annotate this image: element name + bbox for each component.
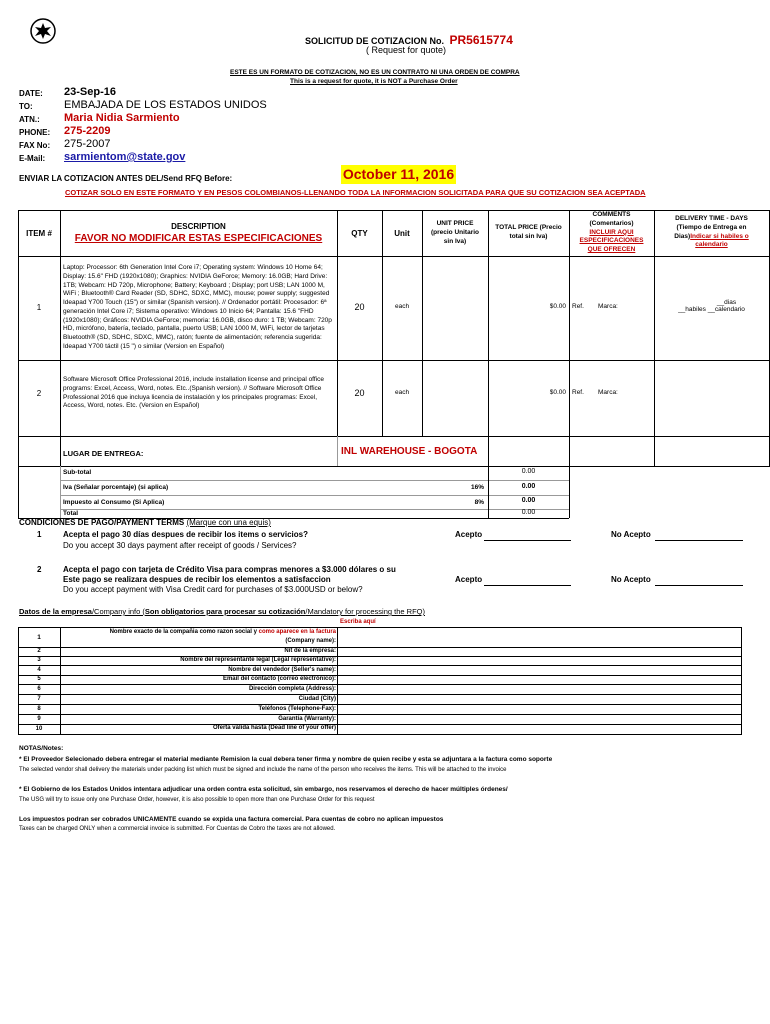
- payment2-question-es: Acepta el pago con tarjeta de Crédito Visa para compras menores a $3.000 dólares o su: [63, 565, 396, 574]
- total-label: Total: [63, 510, 79, 517]
- note1-spanish: * El Proveedor Selecionado debera entregar el material mediante Remision la cual debera tener firma y nombre de quien recibe y esta se adjuntara a la factura como soporte: [19, 756, 553, 763]
- header-total-price-line2: total sin Iva): [509, 232, 548, 240]
- iva-value: 0.00: [521, 483, 536, 490]
- to-label: TO:: [19, 102, 33, 111]
- note2-english: The USG will try to issue only one Purchase Order, however, it is also possible to open more than one Purchase Order for this request: [19, 797, 375, 803]
- payment2-accept-label: Acepto: [455, 575, 483, 584]
- header-unit-price-line3: sin Iva): [443, 237, 467, 245]
- payment1-question-es: Acepta el pago 30 días despues de recibir los items o servicios?: [63, 530, 308, 539]
- company-row-9-num: 9: [37, 716, 41, 722]
- header-comments: [569, 211, 654, 255]
- payment1-reject-label: No Acepto: [611, 530, 651, 539]
- fax-value: 275-2007: [64, 138, 111, 150]
- payment2-question-es2: Este pago se realizara despues de recibir los elementos a satisfaccion: [63, 575, 331, 584]
- rfq-title-prefix: SOLICITUD DE COTIZACION No.: [305, 36, 444, 46]
- date-value: 23-Sep-16: [64, 86, 116, 98]
- header-total-price-line1: TOTAL PRICE (Precio: [495, 224, 562, 231]
- header-delivery-line3: Dias): [674, 232, 691, 240]
- payment1-reject-line[interactable]: [655, 540, 743, 541]
- company-row-1-label-red: como aparece en la factura: [258, 629, 336, 635]
- payment1-accept-line[interactable]: [484, 540, 571, 541]
- company-title-d: /Mandatory for processing the RFQ): [305, 607, 425, 616]
- header-unit: Unit: [394, 229, 410, 238]
- company-row-1-label-a: Nombre exacto de la compañia como razon social y: [109, 629, 259, 635]
- consumo-label: Impuesto al Consumo (Si Aplica): [63, 499, 165, 506]
- company-row-7-label: Ciudad (City): [298, 696, 336, 702]
- row1-unit: each: [395, 303, 410, 310]
- note2-spanish: * El Gobierno de los Estados Unidos intentara adjudicar una orden contra esta solicitud, sin embargo, nos reservamos el derecho de hacer múltiples órdenes/: [19, 786, 508, 793]
- company-row-6-num: 6: [37, 686, 41, 692]
- company-row-9-label: Garantía (Warranty):: [278, 716, 336, 722]
- to-value: EMBAJADA DE LOS ESTADOS UNIDOS: [64, 99, 267, 111]
- payment-terms-note: (Marque con una equis): [186, 518, 271, 527]
- company-row-10-num: 10: [35, 726, 43, 732]
- company-row-6-label: Dirección completa (Address):: [248, 686, 336, 692]
- quote-instruction: COTIZAR SOLO EN ESTE FORMATO Y EN PESOS COLOMBIANOS-LLENANDO TODA LA INFORMACION SOLICITADA PARA QUE SU COTIZACION SEA ACEPTADA: [65, 188, 646, 197]
- company-title-b: /Company info (: [91, 607, 145, 616]
- header-item: ITEM #: [26, 229, 52, 238]
- company-title-a: Datos de la empresa: [19, 607, 92, 616]
- company-title-c: Son obligatorios para procesar su cotización: [144, 607, 306, 616]
- consumo-percentage[interactable]: 8%: [474, 499, 484, 506]
- write-here-label: Escriba aquí: [340, 619, 376, 625]
- company-row-10-label: Oferta válida hasta (Dead line of your offer): [212, 725, 336, 731]
- notice-spanish: ESTE ES UN FORMATO DE COTIZACION, NO ES UN CONTRATO NI UNA ORDEN DE COMPRA: [230, 69, 520, 76]
- company-row-5-num: 5: [37, 676, 41, 682]
- header-delivery-line1: DELIVERY TIME - DAYS: [675, 215, 748, 222]
- attn-value: Maria Nidia Sarmiento: [64, 112, 180, 124]
- row2-description: Software Microsoft Office Professional 2016, include installation license and principal office programs: Excel, Access, Word, notes. Etc..(Spanish version). // Software Microsoft Office Professional 2016 que incluya licencia de instalación y los principales programas: Excel, Access, Word, notes. Etc. (Version en Español): [63, 376, 324, 410]
- company-row-1-input[interactable]: [338, 628, 740, 646]
- deadline-date: October 11, 2016: [342, 166, 455, 182]
- delivery-place-value: INL WAREHOUSE - BOGOTA: [341, 446, 478, 457]
- header-comments-line1: COMMENTS: [592, 211, 631, 218]
- company-row-8-label: Teléfonos (Telephone-Fax):: [258, 706, 336, 712]
- header-delivery-time: [654, 215, 769, 250]
- company-row-8-num: 8: [37, 706, 41, 712]
- payment1-number: 1: [37, 530, 42, 539]
- header-comments-line2: (Comentarios): [589, 219, 634, 227]
- company-row-1-label: [62, 628, 336, 646]
- header-delivery-line2: (Tiempo de Entrega en: [676, 223, 747, 231]
- header-delivery-line4: Indicar si habiles o: [690, 232, 749, 240]
- phone-value: 275-2209: [64, 125, 111, 137]
- header-qty: QTY: [351, 229, 368, 238]
- row2-item: 2: [36, 389, 42, 398]
- row1-ref[interactable]: Ref.: [572, 303, 584, 310]
- company-row-3-num: 3: [37, 657, 41, 663]
- header-unit-price-line2: (precio Unitario: [430, 228, 480, 236]
- company-row-2-num: 2: [37, 648, 41, 654]
- subtotal-label: Sub-total: [63, 469, 92, 476]
- row2-marca[interactable]: Marca:: [598, 389, 618, 396]
- phone-label: PHONE:: [19, 128, 51, 137]
- row2-unit: each: [395, 389, 410, 396]
- rfq-subtitle: ( Request for quote): [366, 45, 447, 55]
- payment2-accept-line[interactable]: [484, 585, 571, 586]
- header-comments-line4: ESPECIFICACIONES: [579, 237, 644, 245]
- payment-terms-title: [19, 518, 271, 527]
- row1-qty: 20: [354, 302, 365, 312]
- row2-qty: 20: [354, 388, 365, 398]
- header-comments-line5: QUE OFRECEN: [587, 246, 636, 254]
- payment1-question-en: Do you accept 30 days payment after receipt of goods / Services?: [63, 541, 297, 550]
- subtotal-value: 0.00: [521, 468, 536, 475]
- payment1-accept-label: Acepto: [455, 530, 483, 539]
- company-info-title: [19, 607, 425, 616]
- row2-total: $0.00: [549, 389, 566, 396]
- payment2-number: 2: [37, 565, 42, 574]
- company-row-1-num: 1: [37, 634, 41, 641]
- payment2-reject-line[interactable]: [655, 585, 743, 586]
- header-unit-price: [422, 220, 488, 246]
- attn-label: ATN.:: [19, 115, 40, 124]
- date-label: DATE:: [19, 89, 43, 98]
- delivery-place-label: LUGAR DE ENTREGA:: [63, 449, 144, 458]
- row1-description: Laptop: Processor: 6th Generation Intel Core i7; Operating system: Windows 10 Home 64; Display: 15.6" FHD (1920x1080); Graphics: NVIDIA GeForce; Memory: 16.0GB; Hard Drive: 1TB; Webcam: HD 720p, Microphone; Battery; Keyboard ; Display; port USB; LAN 1000 M, WiFi ; Bluetooth® Card Reader (SD, SDHC, SDXC, MMC), mouse; power supply; suggested Ideapad Y700 Touch (15") or similar (Spanish version). // Ordenador portátil: Procesador: 6ª generación Intel Core i7; Sistema operativo: Windows 10 Inicio 64; Pantalla: 15.6 "FHD (1920x1080); Gráficos: NVIDIA GeForce; memoria: 16.0GB, disco duro: 1 TB; Webcam: 720p HD, micrófono, batería, teclado, pantalla, puerto USB; LAN 1000 M, WiFi, lector de tarjetas Bluetooth® (SD, SDHC, SDXC, MMC), ratón; fuente de alimentación; referencia sugerida: Ideapad Y700 táctil (15 ") o similar (Version en Español): [63, 264, 332, 350]
- row1-total: $0.00: [549, 303, 566, 310]
- total-value: 0.00: [521, 509, 536, 516]
- note3-spanish: Los impuestos podran ser cobrados UNICAMENTE cuando se expida una factura comercial. Para cuentas de cobro no aplican impuestos: [19, 816, 444, 823]
- row1-delivery[interactable]: [654, 299, 769, 313]
- iva-label: Iva (Señalar porcentaje) (si aplica): [63, 484, 169, 491]
- company-row-4-label: Nombre del vendedor (Seller's name):: [228, 667, 336, 673]
- email-label: E-Mail:: [19, 154, 46, 163]
- consumo-value: 0.00: [521, 497, 536, 504]
- note1-english: The selected vendor shall delivery the materials under packing list which must be signed and include the name of the person who receives the items. This will be attached to the invoice: [19, 767, 507, 773]
- company-row-4-num: 4: [37, 667, 41, 673]
- row2-ref[interactable]: Ref.: [572, 389, 584, 396]
- notes-title: NOTAS/Notes:: [19, 745, 64, 752]
- row1-delivery-days[interactable]: __dias: [716, 299, 737, 306]
- company-row-1-label-b: (Company name):: [285, 638, 336, 644]
- header-description: DESCRIPTION: [171, 222, 226, 231]
- row1-marca[interactable]: Marca:: [598, 303, 618, 310]
- iva-percentage[interactable]: 16%: [470, 484, 484, 491]
- header-delivery-line5: calendario: [695, 241, 728, 249]
- header-comments-line3: INCLUIR AQUI: [589, 228, 634, 236]
- embassy-seal-logo: [30, 18, 56, 44]
- notice-english: This is a request for quote, it is NOT a Purchase Order: [290, 78, 458, 85]
- row1-delivery-type[interactable]: __habiles __calendario: [678, 306, 745, 313]
- fax-label: FAX No:: [19, 141, 51, 150]
- company-row-7-num: 7: [37, 696, 41, 702]
- company-row-3-label: Nombre del representante legal (Legal representative):: [180, 657, 336, 663]
- payment2-reject-label: No Acepto: [611, 575, 651, 584]
- row1-item: 1: [36, 303, 42, 312]
- rfq-number: PR5615774: [449, 33, 513, 47]
- deadline-label: ENVIAR LA COTIZACION ANTES DEL/Send RFQ Before:: [19, 174, 233, 183]
- header-total-price: [488, 224, 569, 242]
- header-description-warning: FAVOR NO MODIFICAR ESTAS ESPECIFICACIONES: [74, 233, 323, 244]
- company-row-5-label: Email del contacto (correo electrónico):: [222, 676, 336, 682]
- note3-english: Taxes can be charged ONLY when a commercial invoice is submitted. For Cuentas de Cobro the taxes are not allowed.: [19, 826, 336, 832]
- payment2-question-en: Do you accept payment with Visa Credit card for purchases of $3.000USD or below?: [63, 585, 363, 594]
- email-link[interactable]: sarmientom@state.gov: [64, 151, 186, 163]
- payment-terms-title-text: CONDICIONES DE PAGO/PAYMENT TERMS: [19, 518, 185, 527]
- header-unit-price-line1: UNIT PRICE: [436, 220, 474, 227]
- company-row-2-label: Nit de la empresa:: [284, 648, 336, 654]
